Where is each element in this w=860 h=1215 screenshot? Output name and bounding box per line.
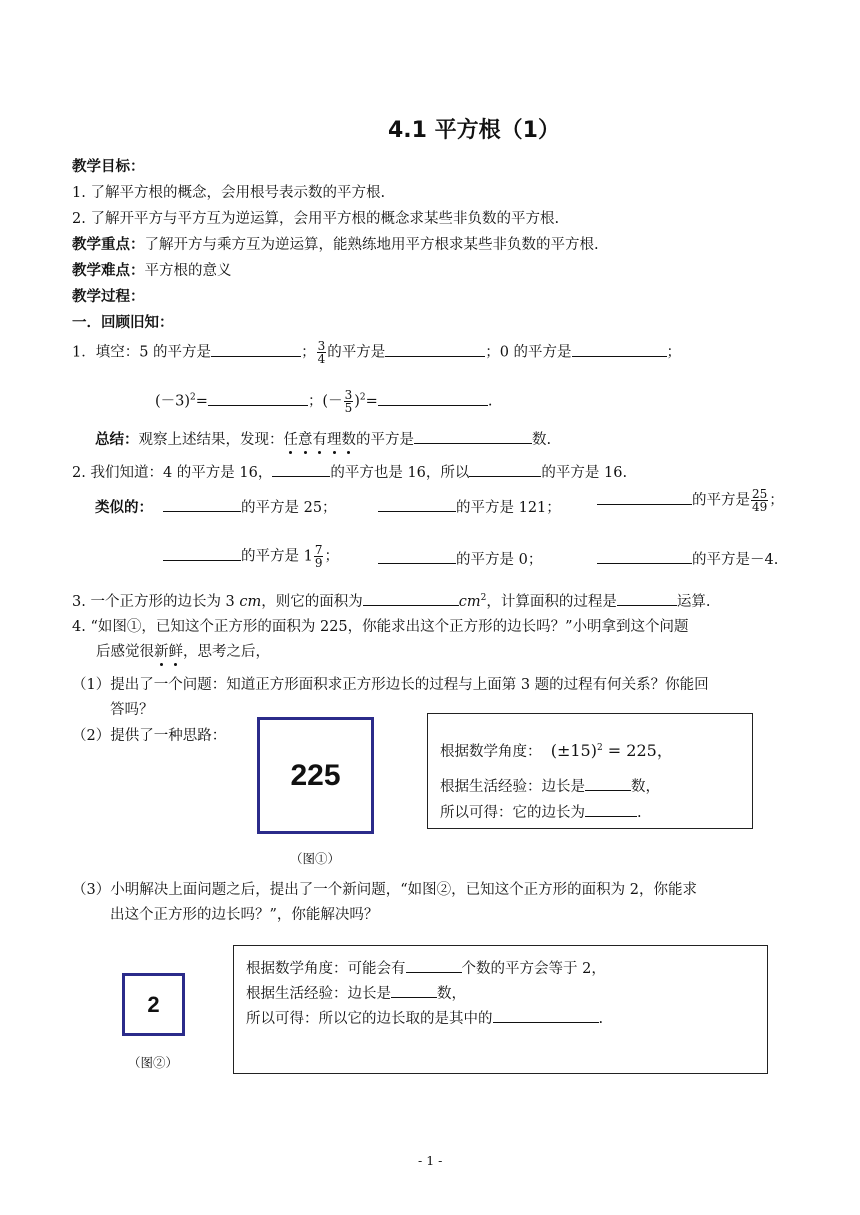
q3-blank-1[interactable] [363,590,459,606]
q1-blank-4[interactable] [208,390,308,406]
difficulty [72,259,232,280]
key-point [72,233,599,254]
key-point-text: 了解开方与乘方互为逆运算，能熟练地用平方根求某些非负数的平方根. [144,237,599,253]
similar-label: 类似的： [95,500,153,516]
box2-line2: 根据生活经验：边长是 数， [246,982,466,1003]
similar-e: 的平方是 0； [378,548,542,569]
square-figure-1: 225 [257,717,374,834]
box2-line1: 根据数学角度：可能会有 个数的平方会等于 2， [246,957,606,978]
similar-d-fraction: $\frac{7}{9}$ [314,543,323,570]
similar-blank-e[interactable] [378,548,456,564]
objective-item-2: 2. 了解开平方与平方互为逆运算，会用平方根的概念求某些非负数的平方根. [72,211,560,227]
key-point-label: 教学重点： [72,237,145,253]
q1-blank-5[interactable] [378,390,488,406]
q1-fraction: $\frac{3}{4}$ [317,339,326,366]
box2-blank-3[interactable] [493,1007,599,1023]
q3: 3. 一个正方形的边长为 3 cm，则它的面积为 $cm^2$，计算面积的过程是 运算. [72,590,710,611]
section1-heading: 一．回顾旧知： [72,315,174,331]
q1-blank-2[interactable] [385,341,485,357]
similar-blank-d[interactable] [163,545,241,561]
summary: 总结：观察上述结果，发现：任意有理数的平方是 数. [95,428,551,449]
q2-blank-2[interactable] [469,461,541,477]
q1-mid: 的平方是 [327,344,386,361]
similar-blank-a[interactable] [163,496,241,512]
box1-line3: 所以可得：它的边长为 . [440,801,642,822]
difficulty-label: 教学难点： [72,263,145,279]
p2-label: （2）提供了一种思路： [72,728,227,744]
q1-blank-3[interactable] [572,341,667,357]
summary-blank[interactable] [414,428,532,444]
page-number: - 1 - [418,1153,443,1168]
similar-blank-b[interactable] [378,496,456,512]
difficulty-text: 平方根的意义 [144,263,232,279]
q3-blank-2[interactable] [617,590,677,606]
p3-line1: （3）小明解决上面问题之后，提出了一个新问题，“如图②，已知这个正方形的面积为 2，你能求 [72,882,697,898]
thinking-box-2 [233,945,768,1074]
square-figure-2: 2 [122,973,185,1036]
q4-line2: 后感觉很新鲜，思考之后， [96,640,270,661]
q1-prefix: 1．填空：5 的平方是 [72,344,212,361]
similar-c: 的平方是 $\frac{25}{49}$ ； [597,488,784,513]
similar-c-fraction: $\frac{25}{49}$ [752,487,768,514]
box1-line2: 根据生活经验：边长是 数， [440,775,660,796]
thinking-box-1 [427,713,753,829]
q1-neg-fraction: $\frac{3}{5}$ [344,388,353,415]
figure-2-caption: （图②） [128,1055,179,1070]
objective-item-1: 1. 了解平方根的概念，会用根号表示数的平方根. [72,185,386,201]
process-heading: 教学过程： [72,289,145,305]
box2-line3: 所以可得：所以它的边长取的是其中的 . [246,1007,603,1028]
similar-d: 的平方是 1 $\frac{7}{9}$ ； [163,544,339,569]
box1-blank-1[interactable] [585,775,631,791]
similar-a: 的平方是 25； [163,496,337,517]
similar-b: 的平方是 121； [378,496,561,517]
similar-blank-f[interactable] [597,548,692,564]
box2-blank-2[interactable] [391,982,437,998]
q1-zero: ；0 的平方是 [485,344,572,361]
p3-line2: 出这个正方形的边长吗？”，你能解决吗？ [110,907,379,923]
similar-f: 的平方是－4. [597,548,778,569]
p1-line2: 答吗？ [110,702,154,718]
q2-blank-1[interactable] [272,461,330,477]
objectives-heading: 教学目标： [72,159,145,175]
p1-line1: （1）提出了一个问题：知道正方形面积求正方形边长的过程与上面第 3 题的过程有何关系？你能回 [72,677,709,693]
page-title: 4.1 平方根（1） [388,118,560,143]
q4-line1: 4. “如图①，已知这个正方形的面积为 225，你能求出这个正方形的边长吗？”小明拿到这个问题 [72,619,689,635]
similar-blank-c[interactable] [597,489,692,505]
box2-blank-1[interactable] [406,957,462,973]
q1-sep: ； [301,344,316,361]
box1-blank-2[interactable] [585,801,637,817]
q1-line1: 1．填空：5 的平方是 ； $\frac{3}{4}$ 的平方是 ；0 的平方是 ； [72,339,682,366]
q1-line2: $(-3)^2=$ ；(－ $\frac{3}{5}$ )$^2$= . [155,388,493,415]
box1-line1: 根据数学角度： $(\pm 15)^2 = 225$， [440,741,673,760]
q1-blank-1[interactable] [211,341,301,357]
q2: 2. 我们知道：4 的平方是 16， 的平方也是 16，所以 的平方是 16. [72,461,627,482]
figure-1-caption: （图①） [290,851,341,866]
